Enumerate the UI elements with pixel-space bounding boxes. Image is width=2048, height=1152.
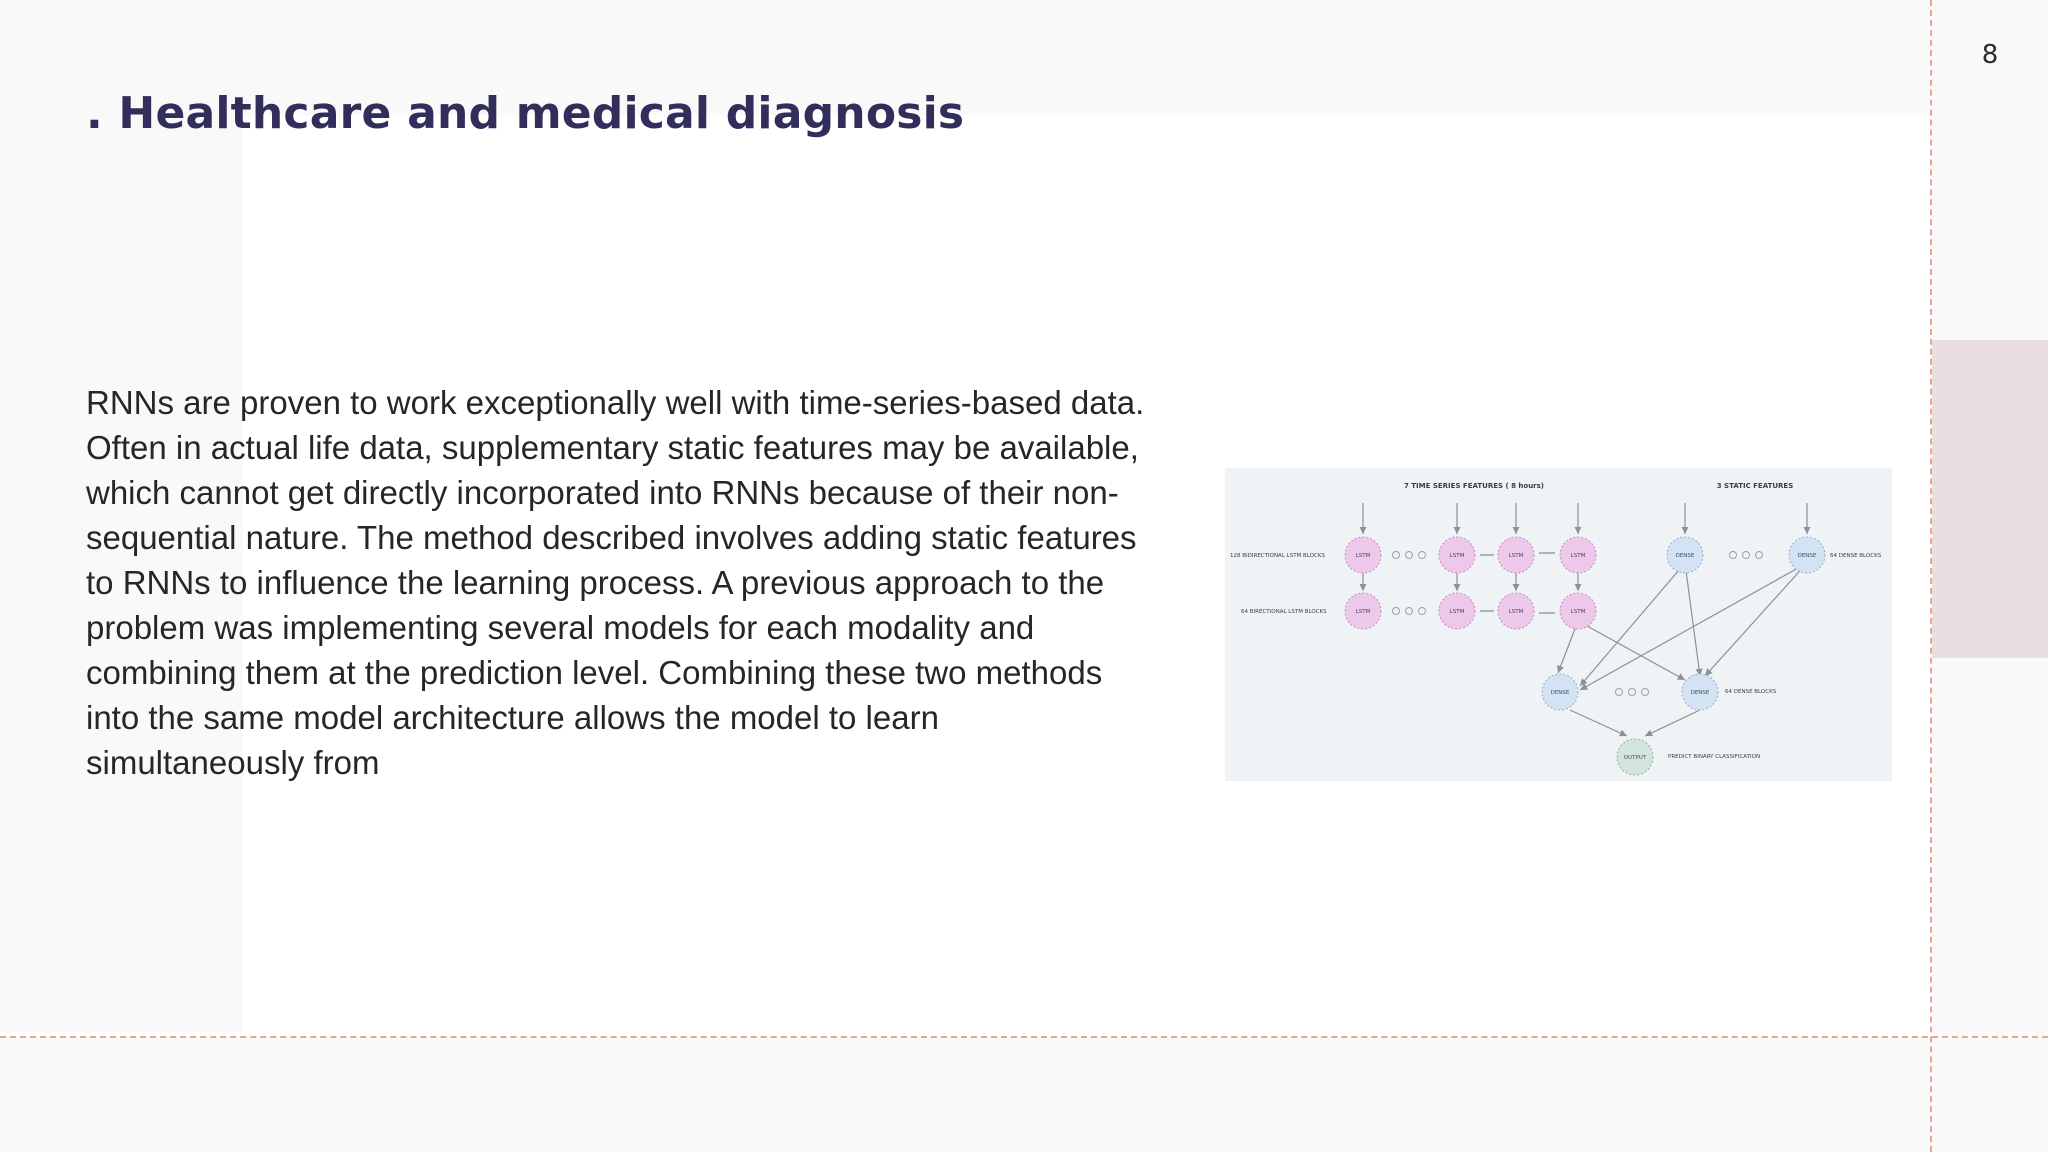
lstm-node-label: LSTM [1508,553,1524,559]
time-series-header: 7 TIME SERIES FEATURES ( 8 hours) [1403,482,1545,490]
slide-title: . Healthcare and medical diagnosis [86,88,965,139]
horizontal-divider [0,1036,2048,1038]
lstm-node-label: LSTM [1355,553,1371,559]
page-number: 8 [1981,40,1999,70]
static-features-header: 3 STATIC FEATURES [1716,482,1794,490]
lstm-row-1 [1345,537,1596,573]
row2-label: 64 BIRECTIONAL LSTM BLOCKS [1241,609,1327,615]
background-bottom-band [0,1037,2048,1152]
static-row-label: 64 DENSE BLOCKS [1830,553,1882,559]
accent-block [1932,340,2048,658]
body-paragraph: RNNs are proven to work exceptionally well with time-series-based data. Often in actual life data, supplementary static features may be available, which cannot get directly incorporated into RNNs because of their non-sequential nature. The method described involves adding static features to RNNs to influence the learning process. A previous approach to the problem was implementing several models for each modality and combining them at the prediction level. Combining these two methods into the same model architecture allows the model to learn simultaneously from [86,384,1145,781]
output-node-label: OUTPUT [1623,755,1647,761]
output-node [1617,739,1653,775]
dense-node-label: DENSE [1675,553,1695,559]
row1-label: 128 BIDIRECTIONAL LSTM BLOCKS [1230,553,1325,559]
lstm-node-label: LSTM [1355,609,1371,615]
merge-dense-row [1542,674,1718,710]
lstm-node-label: LSTM [1570,553,1586,559]
lstm-node-label: LSTM [1570,609,1586,615]
dense-node-label: DENSE [1690,690,1710,696]
output-row-label: PREDICT BINARY CLASSIFICATION [1668,754,1761,760]
dense-node-label: DENSE [1550,690,1570,696]
static-dense-row [1667,537,1825,573]
lstm-row-2 [1345,593,1596,629]
vertical-divider [1930,0,1932,1152]
lstm-node-label: LSTM [1508,609,1524,615]
lstm-node-label: LSTM [1449,609,1465,615]
dense-node-label: DENSE [1797,553,1817,559]
architecture-diagram [1225,468,1892,781]
lstm-node-label: LSTM [1449,553,1465,559]
merge-row-label: 64 DENSE BLOCKS [1725,689,1777,695]
